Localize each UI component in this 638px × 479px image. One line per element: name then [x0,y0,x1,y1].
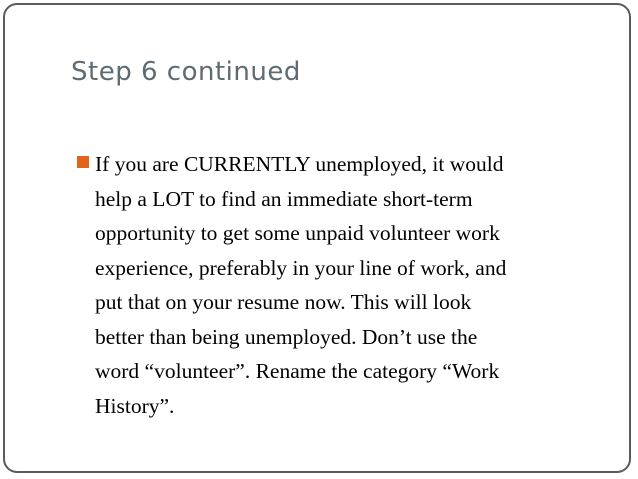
bullet-list [77,147,597,423]
square-bullet-icon [77,156,89,168]
slide-title: Step 6 continued [71,57,301,87]
bullet-line-1: If you are CURRENTLY unemployed, it would [95,152,504,176]
bullet-line-7: word “volunteer”. Rename the category “Work [95,359,500,383]
bullet-line-6: better than being unemployed. Don’t use the [95,324,478,349]
bullet-line-8: History”. [95,393,175,418]
bullet-line-2: help a LOT to find an immediate short-term [95,186,473,211]
slide-frame [3,3,631,473]
bullet-line-4: experience, preferably in your line of work, and [95,255,507,280]
bullet-line-5: put that on your resume now. This will look [95,290,472,314]
bullet-text [95,147,597,423]
bullet-line-3: opportunity to get some unpaid volunteer work [95,221,500,245]
bullet-item [77,147,597,423]
